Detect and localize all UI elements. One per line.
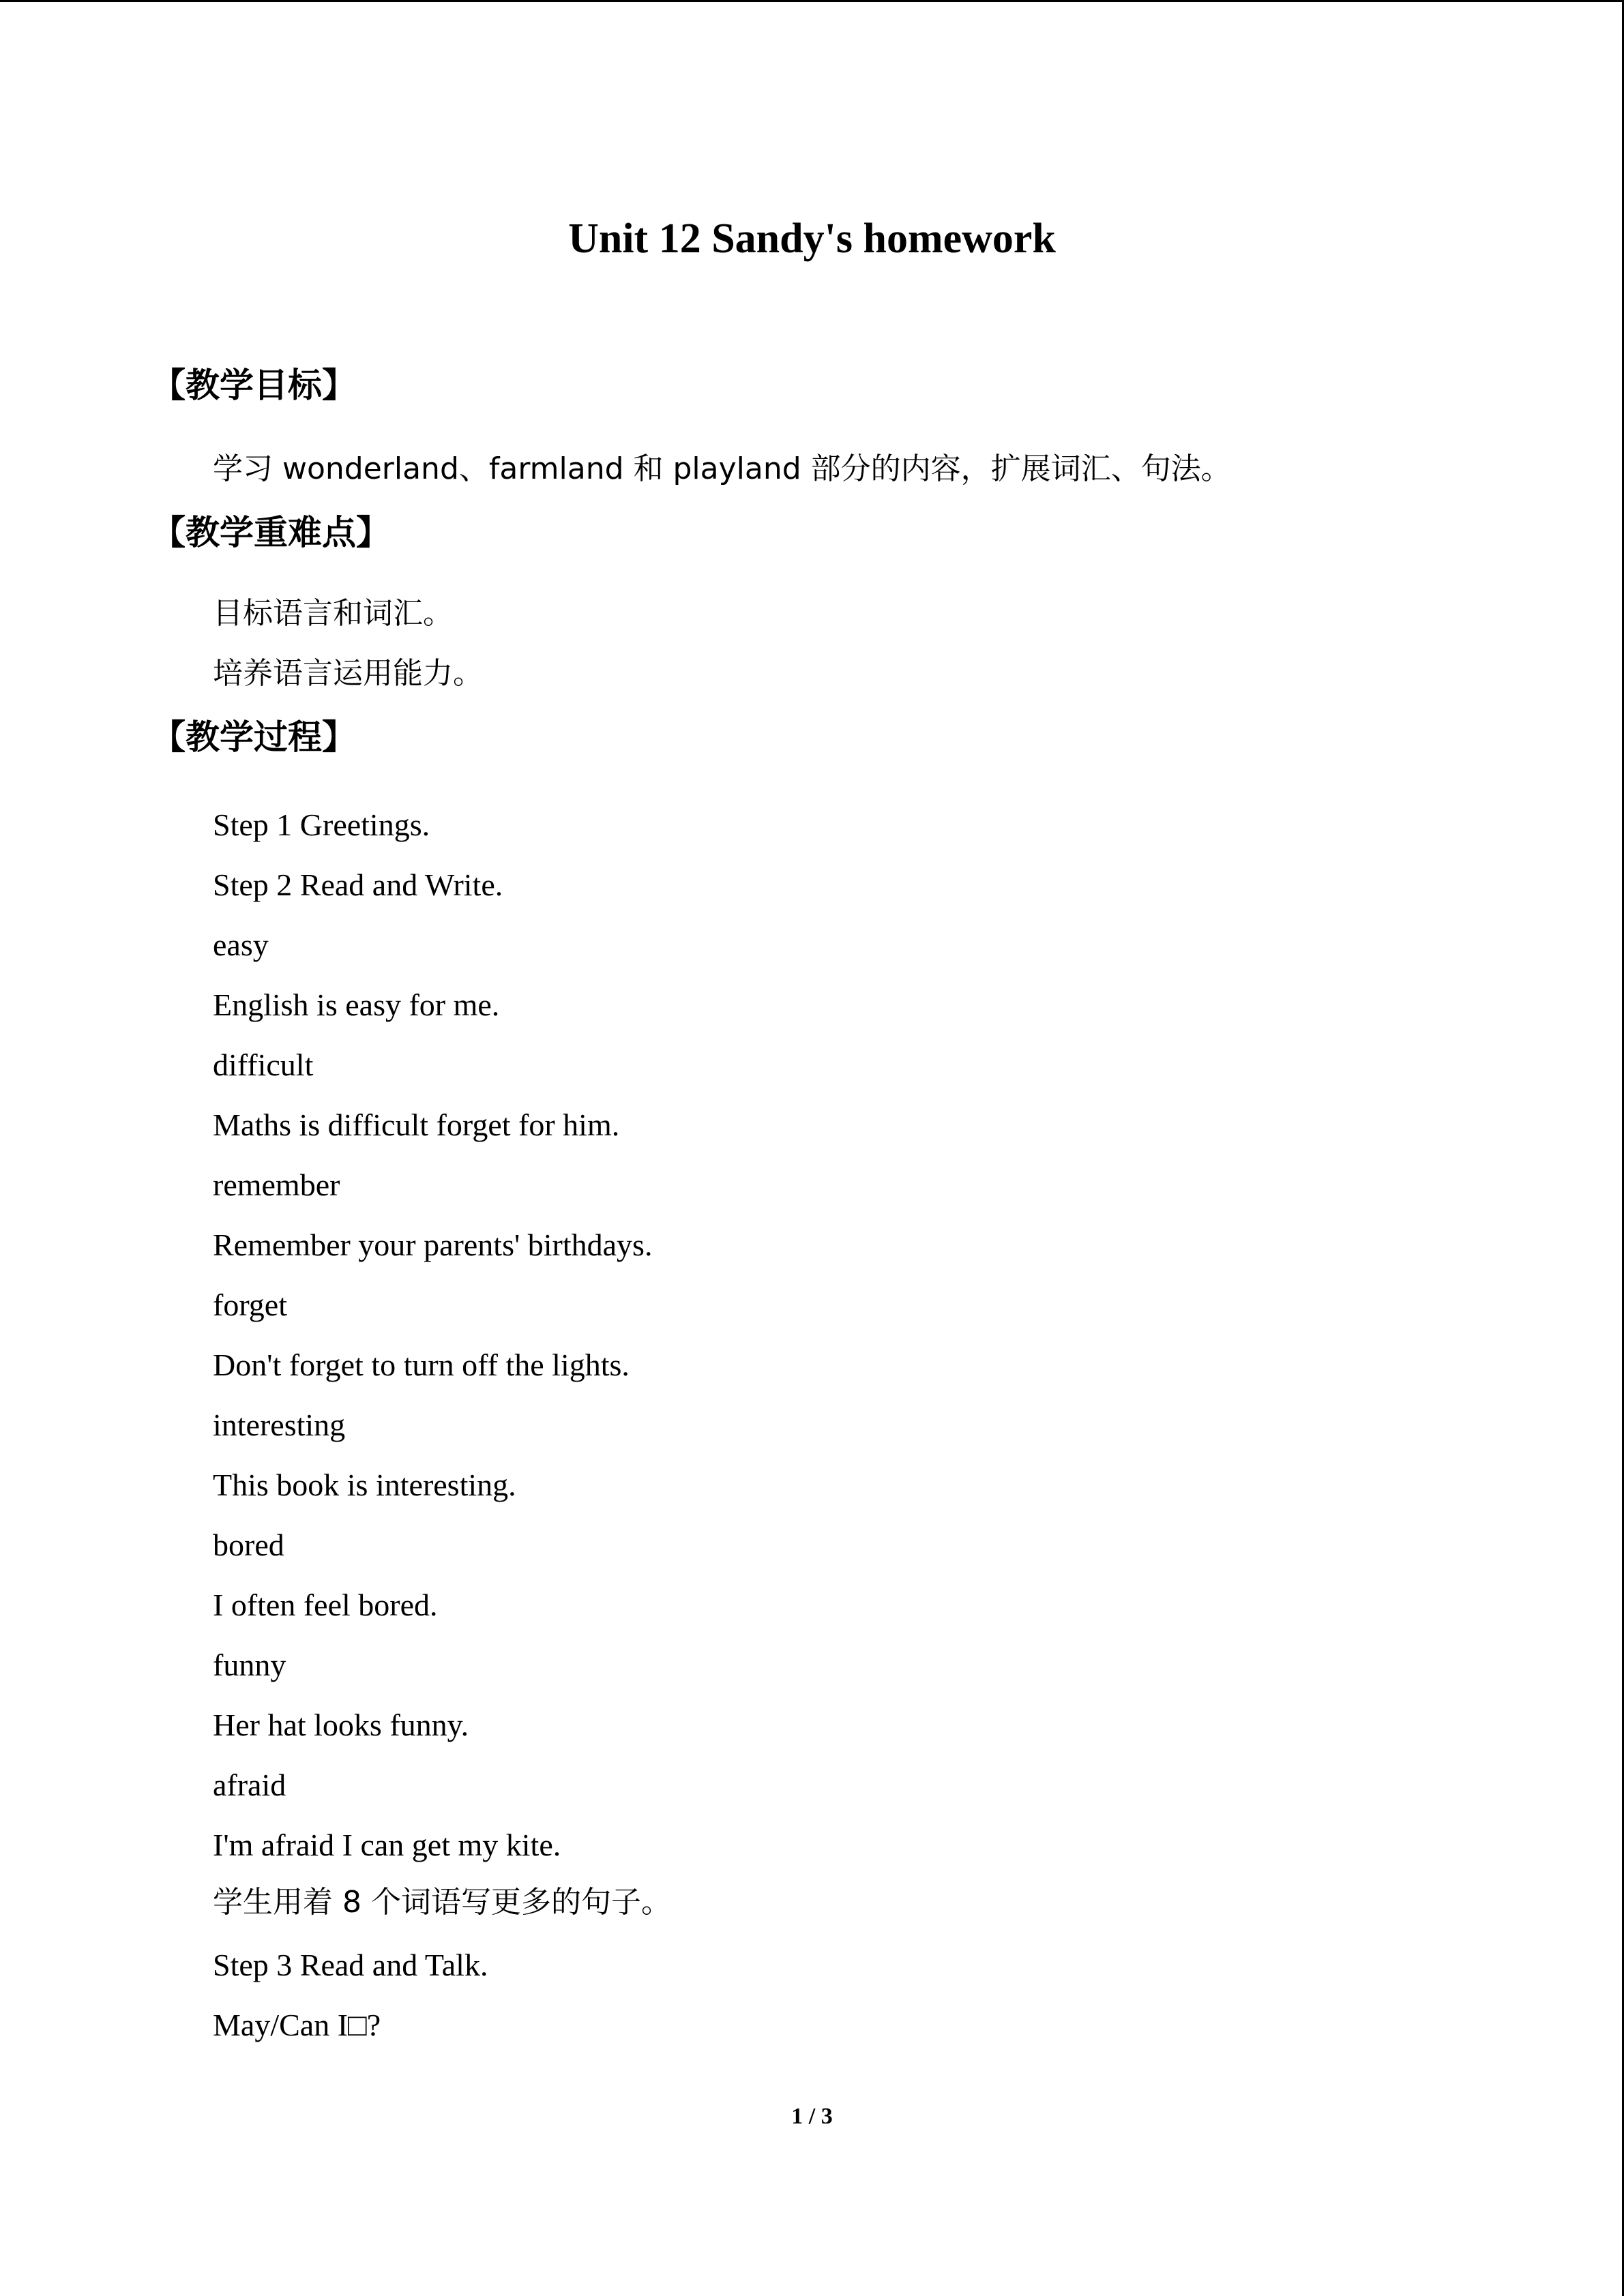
process-line: This book is interesting.: [213, 1467, 516, 1502]
process-line: difficult: [213, 1047, 314, 1082]
key-points-line: 目标语言和词汇。: [213, 596, 453, 631]
process-line: May/Can I□?: [213, 2008, 381, 2042]
process-line: remember: [213, 1167, 340, 1202]
process-line: Step 3 Read and Talk.: [213, 1948, 488, 1982]
process-line: I'm afraid I can get my kite.: [213, 1828, 561, 1862]
process-line: Don't forget to turn off the lights.: [213, 1347, 630, 1382]
heading-teaching-process: 【教学过程】: [151, 717, 356, 757]
process-line: interesting: [213, 1407, 346, 1442]
process-line: forget: [213, 1287, 288, 1322]
heading-key-points: 【教学重难点】: [151, 513, 390, 552]
process-line: afraid: [213, 1768, 286, 1802]
process-line: funny: [213, 1648, 286, 1682]
heading-teaching-objectives: 【教学目标】: [151, 366, 356, 405]
process-line: Maths is difficult forget for him.: [213, 1107, 620, 1142]
process-line: 学生用着 8 个词语写更多的句子。: [213, 1885, 671, 1920]
process-line: I often feel bored.: [213, 1587, 438, 1622]
page-number: 1 / 3: [791, 2104, 833, 2129]
process-line: Remember your parents' birthdays.: [213, 1227, 653, 1262]
process-line: bored: [213, 1527, 284, 1562]
key-points-line: 培养语言运用能力。: [213, 656, 483, 691]
process-line: Her hat looks funny.: [213, 1708, 469, 1742]
process-line: Step 2 Read and Write.: [213, 867, 503, 902]
document-title: Unit 12 Sandy's homework: [568, 215, 1056, 262]
process-line: Step 1 Greetings.: [213, 807, 430, 842]
process-line: English is easy for me.: [213, 987, 500, 1022]
process-line: easy: [213, 927, 269, 962]
objectives-line: 学习 wonderland、farmland 和 playland 部分的内容，扩展词汇、句法。: [213, 451, 1231, 486]
page-border-top: [0, 0, 1624, 2]
